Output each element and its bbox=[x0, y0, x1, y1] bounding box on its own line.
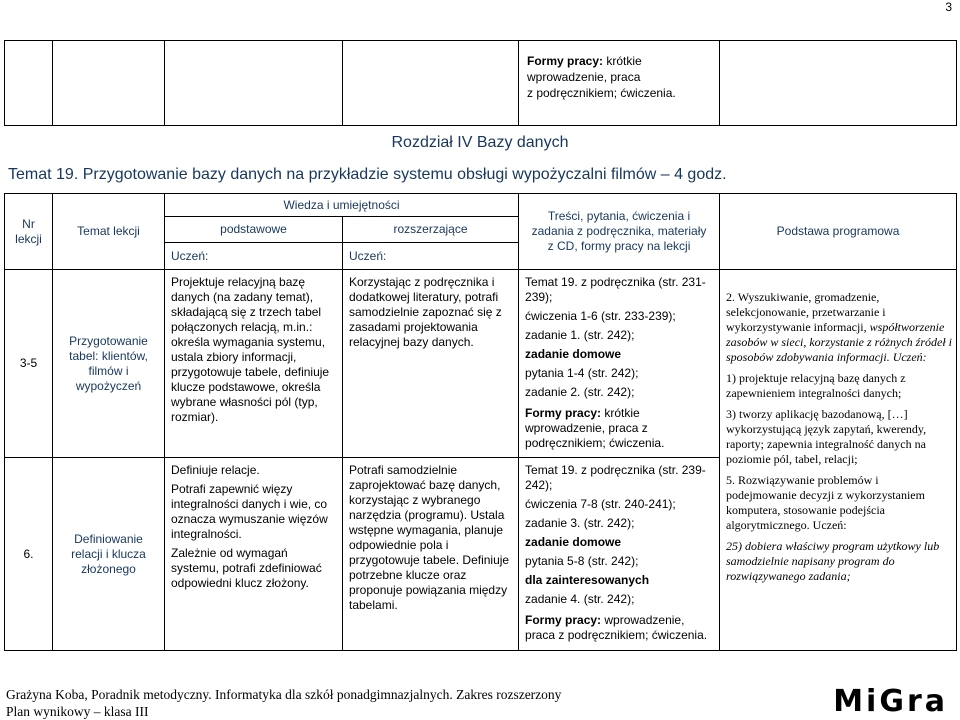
plan-table bbox=[4, 193, 957, 651]
migra-logo: MiGra bbox=[833, 684, 948, 719]
header-uczen-rozszerzajace: Uczeń: bbox=[343, 243, 519, 270]
row-temat: Definiowanie relacji i klucza złożonego bbox=[53, 458, 165, 651]
header-podstawowe: podstawowe bbox=[165, 217, 343, 243]
row-nr: 3-5 bbox=[5, 270, 53, 458]
header-podstawa: Podstawa programowa bbox=[720, 194, 957, 270]
podstawa-programowa: 2. Wyszukiwanie, gromadzenie, selekcjonowanie, przetwarzanie i wykorzystywanie informacji, współtworzenie zasobów w sieci, korzystanie z różnych źródeł i sposobów zdobywania informacji. Uczeń: 1) projektuje relacyjną bazę danych z zapewnieniem integralności danych; 3) tworzy aplikację bazodanową, […] wykorzystującą język zapytań, kwerendy, raporty; zapewnia integralność danych na poziomie pól, tabel, relacji; 5. Rozwiązywanie problemów i podejmowanie decyzji z wykorzystaniem komputera, stosowanie podejścia algorytmicznego. Uczeń: 25) dobiera właściwy program użytkowy lub samodzielnie napisany program do rozwiązywanego zadania; bbox=[720, 270, 957, 651]
header-rozszerzajace: rozszerzające bbox=[343, 217, 519, 243]
footer: Grażyna Koba, Poradnik metodyczny. Informatyka dla szkół ponadgimnazjalnych. Zakres rozszerzony Plan wynikowy – klasa III bbox=[6, 687, 562, 719]
topic-title: Temat 19. Przygotowanie bazy danych na przykładzie systemu obsługi wypożyczalni filmów – 4 godz. bbox=[8, 166, 727, 183]
row-rozszerzajace: Korzystając z podręcznika i dodatkowej literatury, potrafi samodzielnie zapoznać się z zasadami projektowania relacyjnej bazy danych. bbox=[343, 270, 519, 458]
row-tresci: Temat 19. z podręcznika (str. 239-242); ćwiczenia 7-8 (str. 240-241); zadanie 3. (str. 242); zadanie domowe pytania 5-8 (str. 242); dla zainteresowanych zadanie 4. (str. 242); Formy pracy: wprowadzenie, praca z podręcznikiem; ćwiczenia. bbox=[519, 458, 720, 651]
header-tresci: Treści, pytania, ćwiczenia i zadania z podręcznika, materiały z CD, formy pracy na lekcji bbox=[519, 194, 720, 270]
header-temat: Temat lekcji bbox=[53, 194, 165, 270]
row-temat: Przygotowanie tabel: klientów, filmów i wypożyczeń bbox=[53, 270, 165, 458]
page-number: 3 bbox=[945, 0, 952, 14]
chapter-title: Rozdział IV Bazy danych bbox=[391, 134, 569, 151]
header-wiedza: Wiedza i umiejętności bbox=[165, 194, 519, 217]
header-nr: Nr lekcji bbox=[5, 194, 53, 270]
top-table-fragment bbox=[4, 40, 957, 126]
header-uczen-podstawowe: Uczeń: bbox=[165, 243, 343, 270]
table-row bbox=[5, 270, 957, 458]
row-nr: 6. bbox=[5, 458, 53, 651]
row-rozszerzajace: Potrafi samodzielnie zaprojektować bazę danych, korzystając z wybranego narzędzia (programu). Ustala wstępne wymagania, planuje odpowiednie pola i przygotowuje tabele. Definiuje potrzebne klucze oraz proponuje powiązania między tabelami. bbox=[343, 458, 519, 651]
row-tresci: Temat 19. z podręcznika (str. 231-239); ćwiczenia 1-6 (str. 233-239); zadanie 1. (str. 242); zadanie domowe pytania 1-4 (str. 242); zadanie 2. (str. 242); Formy pracy: krótkie wprowadzenie, praca z podręcznikiem; ćwiczenia. bbox=[519, 270, 720, 458]
row-podstawowe: Projektuje relacyjną bazę danych (na zadany temat), składającą się z trzech tabel połączonych relacją, m.in.: określa wymagania systemu, ustala zbiory informacji, przygotowuje tabele, definiuje klucze podstawowe, określa wybrane własności pól (typ, rozmiar). bbox=[165, 270, 343, 458]
row-podstawowe: Definiuje relacje. Potrafi zapewnić więzy integralności danych i wie, co oznacza wymuszanie więzów integralności. Zależnie od wymagań systemu, potrafi zdefiniować odpowiedni klucz złożony. bbox=[165, 458, 343, 651]
top-forms-cell: Formy pracy: krótkie wprowadzenie, praca z podręcznikiem; ćwiczenia. bbox=[519, 41, 720, 126]
forms-label: Formy pracy: bbox=[527, 54, 604, 68]
